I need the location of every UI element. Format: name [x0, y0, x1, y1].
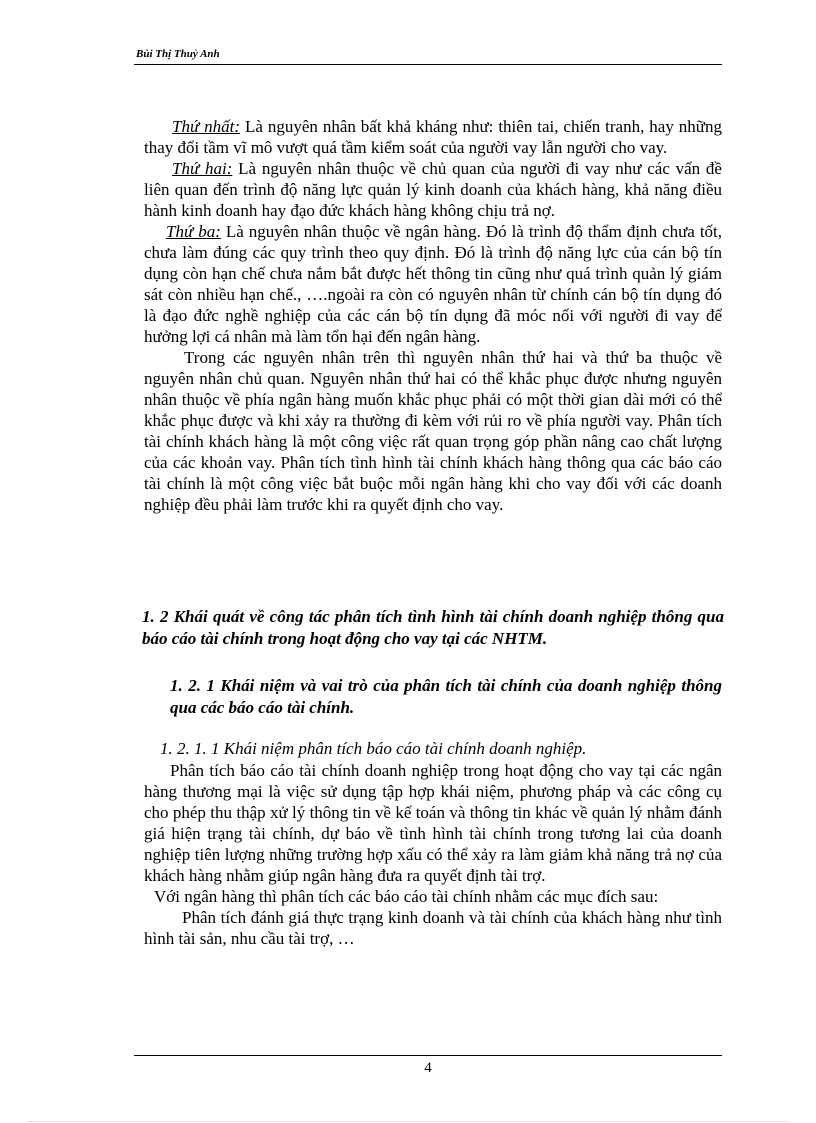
page-number: 4	[424, 1060, 432, 1076]
page-bottom-border	[28, 1121, 788, 1122]
heading-1-2-1: 1. 2. 1 Khái niệm và vai trò của phân tích tài chính của doanh nghiệp thông qua các báo cáo tài chính.	[170, 676, 722, 717]
footer-rule	[134, 1055, 722, 1056]
heading-1-2-1-1: 1. 2. 1. 1 Khái niệm phân tích báo cáo tài chính doanh nghiệp.	[160, 739, 587, 758]
paragraph-purpose-one: Phân tích đánh giá thực trạng kinh doanh và tài chính của khách hàng như tình hình tài sản, nhu cầu tài trợ, …	[144, 908, 722, 948]
definition-section	[144, 760, 722, 949]
paragraph-second-cause	[144, 158, 722, 221]
heading-1-2: 1. 2 Khái quát về công tác phân tích tình hình tài chính doanh nghiệp thông qua báo cáo tài chính trong hoạt động cho vay tại các NHTM.	[142, 607, 724, 648]
text-third: Là nguyên nhân thuộc về ngân hàng. Đó là trình độ thẩm định chưa tốt, chưa làm đúng các quy trình theo quy định. Đó là trình độ năng lực của cán bộ tín dụng còn hạn chế chưa nắm bắt được hết thông tin cũng như quá trình quản lý giám sát còn nhiều hạn chế., ….ngoài ra còn có nguyên nhân từ chính cán bộ tín dụng đó là đạo đức nghề nghiệp của các cán bộ tín dụng đã móc nối với người đi vay để hưởng lợi cá nhân mà làm tổn hại đến ngân hàng.	[144, 222, 723, 346]
paragraph-bank-purposes: Với ngân hàng thì phân tích các báo cáo tài chính nhằm các mục đích sau:	[154, 887, 659, 906]
label-second: Thứ hai:	[172, 159, 233, 178]
paragraph-summary: Trong các nguyên nhân trên thì nguyên nhân thứ hai và thứ ba thuộc về nguyên nhân chủ quan. Nguyên nhân thứ hai có thể khắc phục được nhưng nguyên nhân thuộc về phía ngân hàng muốn khắc phục phải có một thời gian dài mới có thể khắc phục được và khi xảy ra thường đi kèm với rủi ro về phía người vay. Phân tích tài chính khách hàng là một công việc rất quan trọng góp phần nâng cao chất lượng của các khoản vay. Phân tích tình hình tài chính khách hàng thông qua các báo cáo tài chính là một công việc bắt buộc mỗi ngân hàng khi cho vay đối với các doanh nghiệp đều phải làm trước khi ra quyết định cho vay.	[144, 348, 722, 514]
text-first: Là nguyên nhân bất khả kháng như: thiên tai, chiến tranh, hay những thay đổi tầm vĩ mô vượt quá tầm kiểm soát của người vay lẫn người cho vay.	[144, 117, 722, 157]
label-first: Thứ nhất:	[172, 117, 241, 136]
text-second: Là nguyên nhân thuộc về chủ quan của người đi vay như các vấn đề liên quan đến trình độ năng lực quản lý kinh doanh của khách hàng, khả năng điều hành kinh doanh hay đạo đức khách hàng không chịu trả nợ.	[144, 159, 722, 220]
label-third: Thứ ba:	[166, 222, 221, 241]
causes-section	[144, 116, 722, 515]
header-author: Bùi Thị Thuỷ Anh	[136, 48, 220, 60]
paragraph-first-cause	[144, 116, 722, 158]
header-rule	[134, 64, 722, 65]
paragraph-definition: Phân tích báo cáo tài chính doanh nghiệp trong hoạt động cho vay tại các ngân hàng thương mại là việc sử dụng tập hợp khái niệm, phương pháp và các công cụ cho phép thu thập xử lý thông tin về kế toán và thông tin khác về quản lý nhằm đánh giá hiện trạng tài chính, dự báo về tình hình tài chính trong tương lai của doanh nghiệp tiên lượng những trường hợp xấu có thể xảy ra làm giảm khả năng trả nợ của khách hàng nhằm giúp ngân hàng đưa ra quyết định tài trợ.	[144, 761, 722, 885]
paragraph-third-cause	[144, 221, 722, 347]
